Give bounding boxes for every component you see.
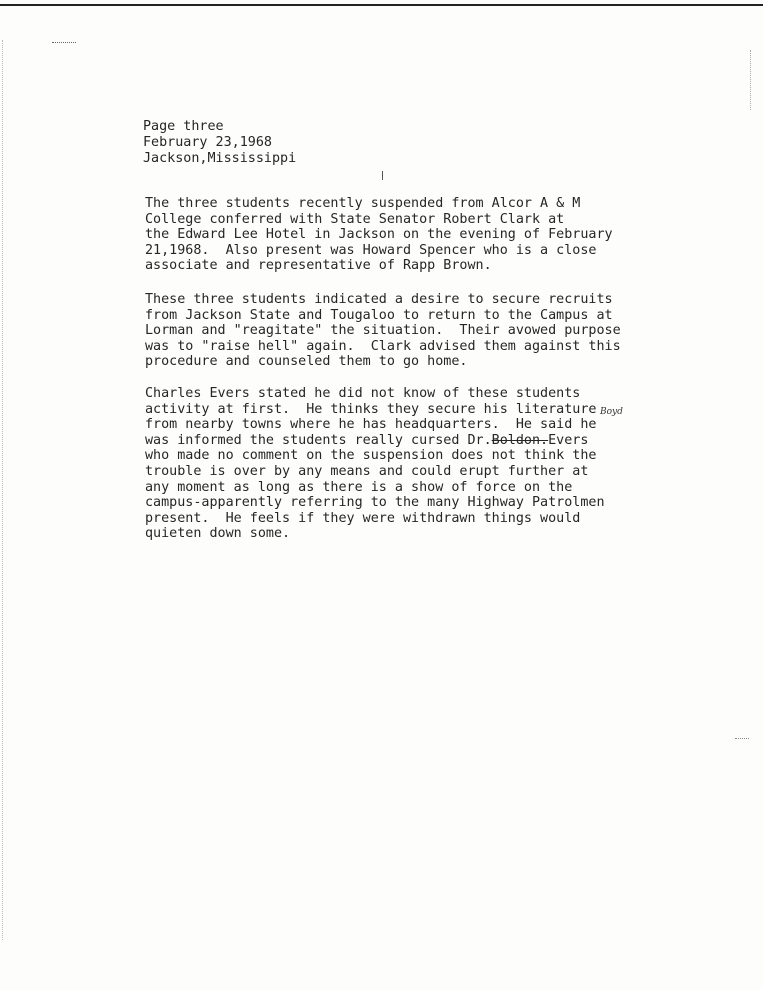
paragraph-line: The three students recently suspended from Alcor A & M (145, 196, 581, 211)
paragraph-line: campus-apparently referring to the many Highway Patrolmen (145, 495, 605, 511)
paragraph-line: 21,1968. Also present was Howard Spencer who is a close (145, 242, 597, 258)
paragraph-line: was to "raise hell" again. Clark advised them against this (145, 338, 621, 354)
scan-corner-mark (52, 42, 76, 47)
document-location: Jackson,Mississippi (143, 151, 297, 166)
page-label: Page three (143, 119, 224, 134)
paragraph-line: from Jackson State and Tougaloo to return to the Campus at (145, 307, 613, 323)
document-header (143, 119, 296, 167)
handwritten-correction: Boyd (600, 407, 623, 417)
paragraph-line-end: Evers (548, 432, 589, 448)
paragraph-line: present. He feels if they were withdrawn things would (145, 510, 581, 526)
document-date: February 23,1968 (143, 135, 272, 150)
scan-speckle-right (744, 50, 751, 110)
paragraph-line: the Edward Lee Hotel in Jackson on the evening of February (145, 227, 613, 243)
paragraph-line: Charles Evers stated he did not know of these students (145, 386, 581, 401)
paragraph-line: who made no comment on the suspension does not think the (145, 448, 597, 464)
paragraph-line: procedure and counseled them to go home. (145, 354, 468, 370)
stray-pen-mark (382, 171, 383, 180)
paragraph-2 (145, 292, 665, 370)
paragraph-line: quieten down some. (145, 526, 291, 542)
paragraph-line-with-correction (145, 433, 665, 449)
paragraph-line: associate and representative of Rapp Brown. (145, 258, 492, 274)
paragraph-line: College conferred with State Senator Robert Clark at (145, 211, 565, 227)
paragraph-line: any moment as long as there is a show of force on the (145, 479, 573, 495)
struck-out-name: Boldon. (491, 432, 549, 448)
paragraph-line: activity at first. He thinks they secure his literature (145, 401, 597, 417)
scan-speckle-right-lower (735, 738, 749, 739)
page-top-edge (0, 4, 763, 6)
paragraph-line: These three students indicated a desire to secure recruits (145, 292, 613, 307)
paragraph-line: Lorman and "reagitate" the situation. Their avowed purpose (145, 323, 621, 339)
scan-speckle-left (2, 40, 9, 940)
paragraph-line-start: was informed the students really cursed Dr. (145, 432, 492, 448)
paragraph-3 (145, 386, 665, 542)
paragraph-line: trouble is over by any means and could erupt further at (145, 463, 589, 479)
paragraph-1 (145, 196, 665, 274)
paragraph-line: from nearby towns where he has headquarters. He said he (145, 417, 597, 433)
